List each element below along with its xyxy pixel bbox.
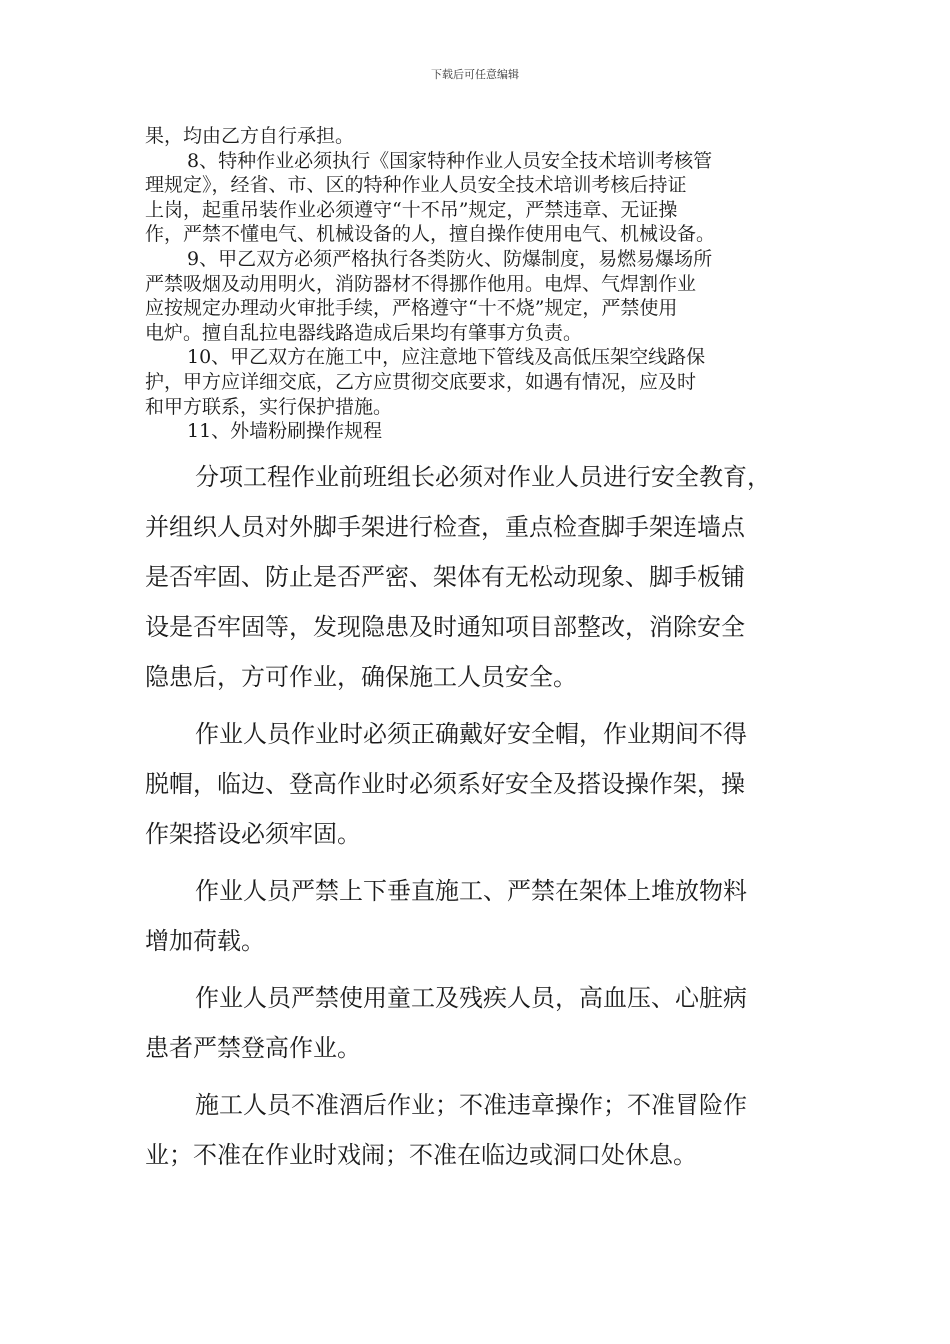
- text-line: 理规定》，经省、市、区的特种作业人员安全技术培训考核后持证: [145, 174, 687, 197]
- page-header: 下载后可任意编辑: [431, 68, 519, 81]
- procedure-paragraph: [145, 1080, 835, 1180]
- regulation-clauses: [145, 124, 810, 444]
- text-line: 上岗，起重吊装作业必须遵守“十不吊”规定，严禁违章、无证操: [145, 198, 678, 221]
- text-line: 患者严禁登高作业。: [145, 1034, 361, 1062]
- text-line: 作架搭设必须牢固。: [145, 820, 361, 848]
- text-line: 施工人员不准酒后作业；不准违章操作；不准冒险作: [195, 1091, 747, 1119]
- text-line: 10、甲乙双方在施工中，应注意地下管线及高低压架空线路保: [187, 346, 706, 369]
- text-line: 是否牢固、防止是否严密、架体有无松动现象、脚手板铺: [145, 563, 745, 591]
- text-line: 作业人员严禁使用童工及残疾人员，高血压、心脏病: [195, 984, 747, 1012]
- text-line: 隐患后，方可作业，确保施工人员安全。: [145, 663, 577, 691]
- clause-9: [145, 247, 810, 345]
- text-line: 作，严禁不懂电气、机械设备的人，擅自操作使用电气、机械设备。: [145, 223, 716, 246]
- text-line: 并组织人员对外脚手架进行检查，重点检查脚手架连墙点: [145, 513, 745, 541]
- text-line: 分项工程作业前班组长必须对作业人员进行安全教育，: [195, 463, 771, 491]
- procedure-paragraph: [145, 709, 835, 859]
- clause-10: [145, 345, 810, 419]
- text-line: 8、特种作业必须执行《国家特种作业人员安全技术培训考核管: [187, 149, 713, 172]
- text-line: 作业人员作业时必须正确戴好安全帽，作业期间不得: [195, 720, 747, 748]
- text-line: 护，甲方应详细交底，乙方应贯彻交底要求，如遇有情况，应及时: [145, 370, 697, 393]
- text-line: 电炉。擅自乱拉电器线路造成后果均有肇事方负责。: [145, 321, 583, 344]
- procedure-paragraph: [145, 452, 835, 702]
- text-line: 9、甲乙双方必须严格执行各类防火、防爆制度，易燃易爆场所: [187, 247, 713, 270]
- procedure-paragraph: [145, 866, 835, 966]
- plastering-procedures: [145, 452, 835, 1187]
- text-line: 应按规定办理动火审批手续，严格遵守“十不烧”规定，严禁使用: [145, 297, 678, 320]
- text-line: 脱帽，临边、登高作业时必须系好安全及搭设操作架，操: [145, 770, 745, 798]
- clause-continuation: [145, 124, 810, 149]
- text-line: 和甲方联系，实行保护措施。: [145, 395, 393, 418]
- clause-11-heading: [145, 419, 810, 444]
- text-line: 业；不准在作业时戏闹；不准在临边或洞口处休息。: [145, 1141, 697, 1169]
- procedure-paragraph: [145, 973, 835, 1073]
- text-line: 作业人员严禁上下垂直施工、严禁在架体上堆放物料: [195, 877, 747, 905]
- clause-8: [145, 149, 810, 247]
- text-line: 增加荷载。: [145, 927, 265, 955]
- text-line: 设是否牢固等，发现隐患及时通知项目部整改，消除安全: [145, 613, 745, 641]
- text-line: 严禁吸烟及动用明火，消防器材不得挪作他用。电焊、气焊割作业: [145, 272, 697, 295]
- text-line: 果，均由乙方自行承担。: [145, 125, 355, 147]
- text-line: 11、外墙粉刷操作规程: [187, 420, 383, 443]
